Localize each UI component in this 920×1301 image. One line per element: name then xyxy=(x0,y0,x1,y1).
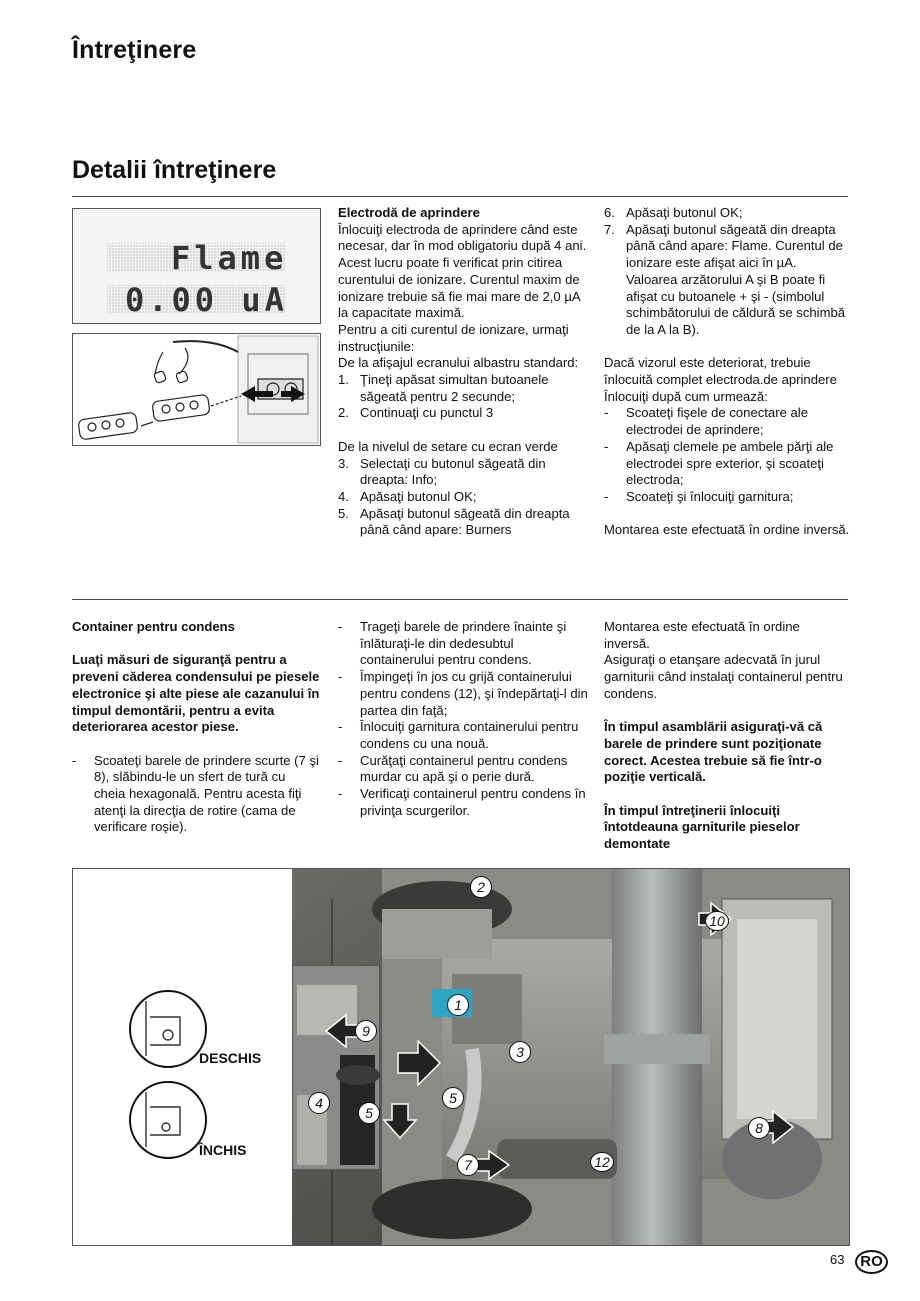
list-item: - Împingeţi în jos cu grijă containerului pentru condens (12), şi îndepărtaţi-l din partea din faţă; xyxy=(338,669,588,718)
step-item: 6. Apăsaţi butonul OK; xyxy=(604,205,743,220)
list-item: - Curăţaţi containerul pentru condens murdar cu apă şi o perie dură. xyxy=(338,752,568,785)
condensate-mid-column xyxy=(338,619,588,819)
callout-3: 3 xyxy=(509,1041,531,1063)
callout-2: 2 xyxy=(470,876,492,898)
ignition-electrode-p1: Înlocuiţi electroda de aprindere când este necesar, dar în mod obligatoriu după 4 ani. xyxy=(338,221,587,254)
callout-10: 10 xyxy=(705,911,729,931)
step-item: 4. Apăsaţi butonul OK; xyxy=(338,488,477,504)
condensate-heading: Container pentru condens xyxy=(72,619,235,634)
lcd-line-1: Flame xyxy=(171,239,288,277)
electrode-drawing xyxy=(73,334,320,445)
condensate-warning: Luaţi măsuri de siguranţă pentru a preveni căderea condensului pe piesele electronice şi alte piese ale cazanului în timpul demontării, pentru a evita deteriorarea acestor piese. xyxy=(72,652,320,735)
ignition-electrode-p3: Pentru a citi curentul de ionizare, urmaţi instrucţiunile: xyxy=(338,321,569,354)
steps-list-b xyxy=(338,456,588,540)
callout-4: 4 xyxy=(308,1092,330,1114)
condensate-right-bold2: În timpul întreţinerii înlocuiţi întotdeauna garniturile pieselor demontate xyxy=(604,802,800,852)
condensate-right-bold1: În timpul asamblării asiguraţi-vă că barele de prindere sunt poziţionate corect. Acestea trebuie să fie într-o poziţie verticală. xyxy=(604,719,823,785)
list-item: - Scoateţi barele de prindere scurte (7 şi 8), slăbindu-le un sfert de tură cu cheia hexagonală. Pentru acesta fiţi atenţi la direcţia de rotire (cama de verificare roşie). xyxy=(72,752,319,835)
condensate-right-p1: Montarea este efectuată în ordine inversă. xyxy=(604,619,800,651)
condensate-left-column xyxy=(72,619,320,836)
callout-7: 7 xyxy=(457,1154,479,1176)
page-title: Întreţinere xyxy=(72,36,197,64)
condensate-mid-bullets xyxy=(338,619,588,819)
ignition-electrode-p2: Acest lucru poate fi verificat prin citirea curentului de ionizare. Curentul maxim de ionizare trebuie să fie mai mare de 2,0 µA la capacitate maximă. xyxy=(338,255,580,321)
ignition-electrode-p4: De la afişajul ecranului albastru standard: xyxy=(338,355,579,371)
list-item: - Înlocuiţi garnitura containerului pentru condens cu una nouă. xyxy=(338,719,579,751)
list-item: - Scoateţi fişele de conectare ale electrodei de aprindere; xyxy=(604,405,808,438)
condensate-rule xyxy=(72,599,848,600)
list-item: - Scoateţi şi înlocuiţi garnitura; xyxy=(604,488,794,504)
electrode-replace-bullets xyxy=(604,405,850,505)
ignition-electrode-p5: De la nivelul de setare cu ecran verde xyxy=(338,438,558,454)
electrode-replace-p2: Înlocuiţi după cum urmează: xyxy=(604,388,768,404)
steps-list-a xyxy=(338,372,588,422)
open-label: DESCHIS xyxy=(199,1050,262,1066)
list-item: - Verificaţi containerul pentru condens în privinţa scurgerilor. xyxy=(338,786,586,818)
condensate-left-bullets xyxy=(72,753,320,837)
lcd-line-2: 0.00 uA xyxy=(125,281,288,319)
electrode-illustration xyxy=(72,333,321,446)
lcd-display-image xyxy=(72,208,321,324)
language-badge: RO xyxy=(855,1250,888,1274)
section-rule xyxy=(72,196,848,197)
step-item: 5. Apăsaţi butonul săgeată din dreapta până când apare: Burners xyxy=(338,505,570,538)
callout-12: 12 xyxy=(590,1152,614,1172)
ignition-electrode-heading: Electrodă de aprindere xyxy=(338,205,480,220)
section-title: Detalii întreţinere xyxy=(72,156,277,184)
condensate-right-p2: Asiguraţi o etanşare adecvată în jurul garniturii când instalaţi containerul pentru condens. xyxy=(604,652,843,701)
electrode-replace-p3: Montarea este efectuată în ordine inversă. xyxy=(604,522,850,538)
callout-1: 1 xyxy=(447,994,469,1016)
condensate-right-column xyxy=(604,619,848,853)
ignition-electrode-column xyxy=(338,205,588,539)
callout-9: 9 xyxy=(355,1020,377,1042)
figure-arrows xyxy=(73,869,849,1245)
callout-5: 5 xyxy=(442,1087,464,1109)
steps-list-c xyxy=(604,205,850,339)
electrode-replace-p1: Dacă vizorul este deteriorat, trebuie înlocuită complet electroda.de aprindere xyxy=(604,355,837,388)
step-item: 1. Ţineţi apăsat simultan butoanele săgeată pentru 2 secunde; xyxy=(338,372,549,404)
step-item: 7. Apăsaţi butonul săgeată din dreapta până când apare: Flame. Curentul de ionizare este afişat aici în µA. Valoarea arzătorului A şi B poate fi afişat cu butoanele + şi - (simbolul schimbătorului de căldură se schimbă de la A la B). xyxy=(604,221,846,337)
list-item: - Trageţi barele de prindere înainte şi înlăturaţi-le din dedesubtul containerului pentru condens. xyxy=(338,619,567,668)
close-label: ÎNCHIS xyxy=(199,1142,247,1158)
page-number: 63 xyxy=(830,1252,845,1267)
ignition-electrode-right-column xyxy=(604,205,850,539)
callout-8: 8 xyxy=(748,1117,770,1139)
step-item: 2. Continuaţi cu punctul 3 xyxy=(338,405,494,421)
callout-5-inset: 5 xyxy=(358,1102,380,1124)
condensate-figure xyxy=(72,868,850,1246)
step-item: 3. Selectaţi cu butonul săgeată din dreapta: Info; xyxy=(338,455,546,488)
list-item: - Apăsaţi clemele pe ambele părţi ale electrodei spre exterior, şi scoateţi electroda; xyxy=(604,438,834,488)
